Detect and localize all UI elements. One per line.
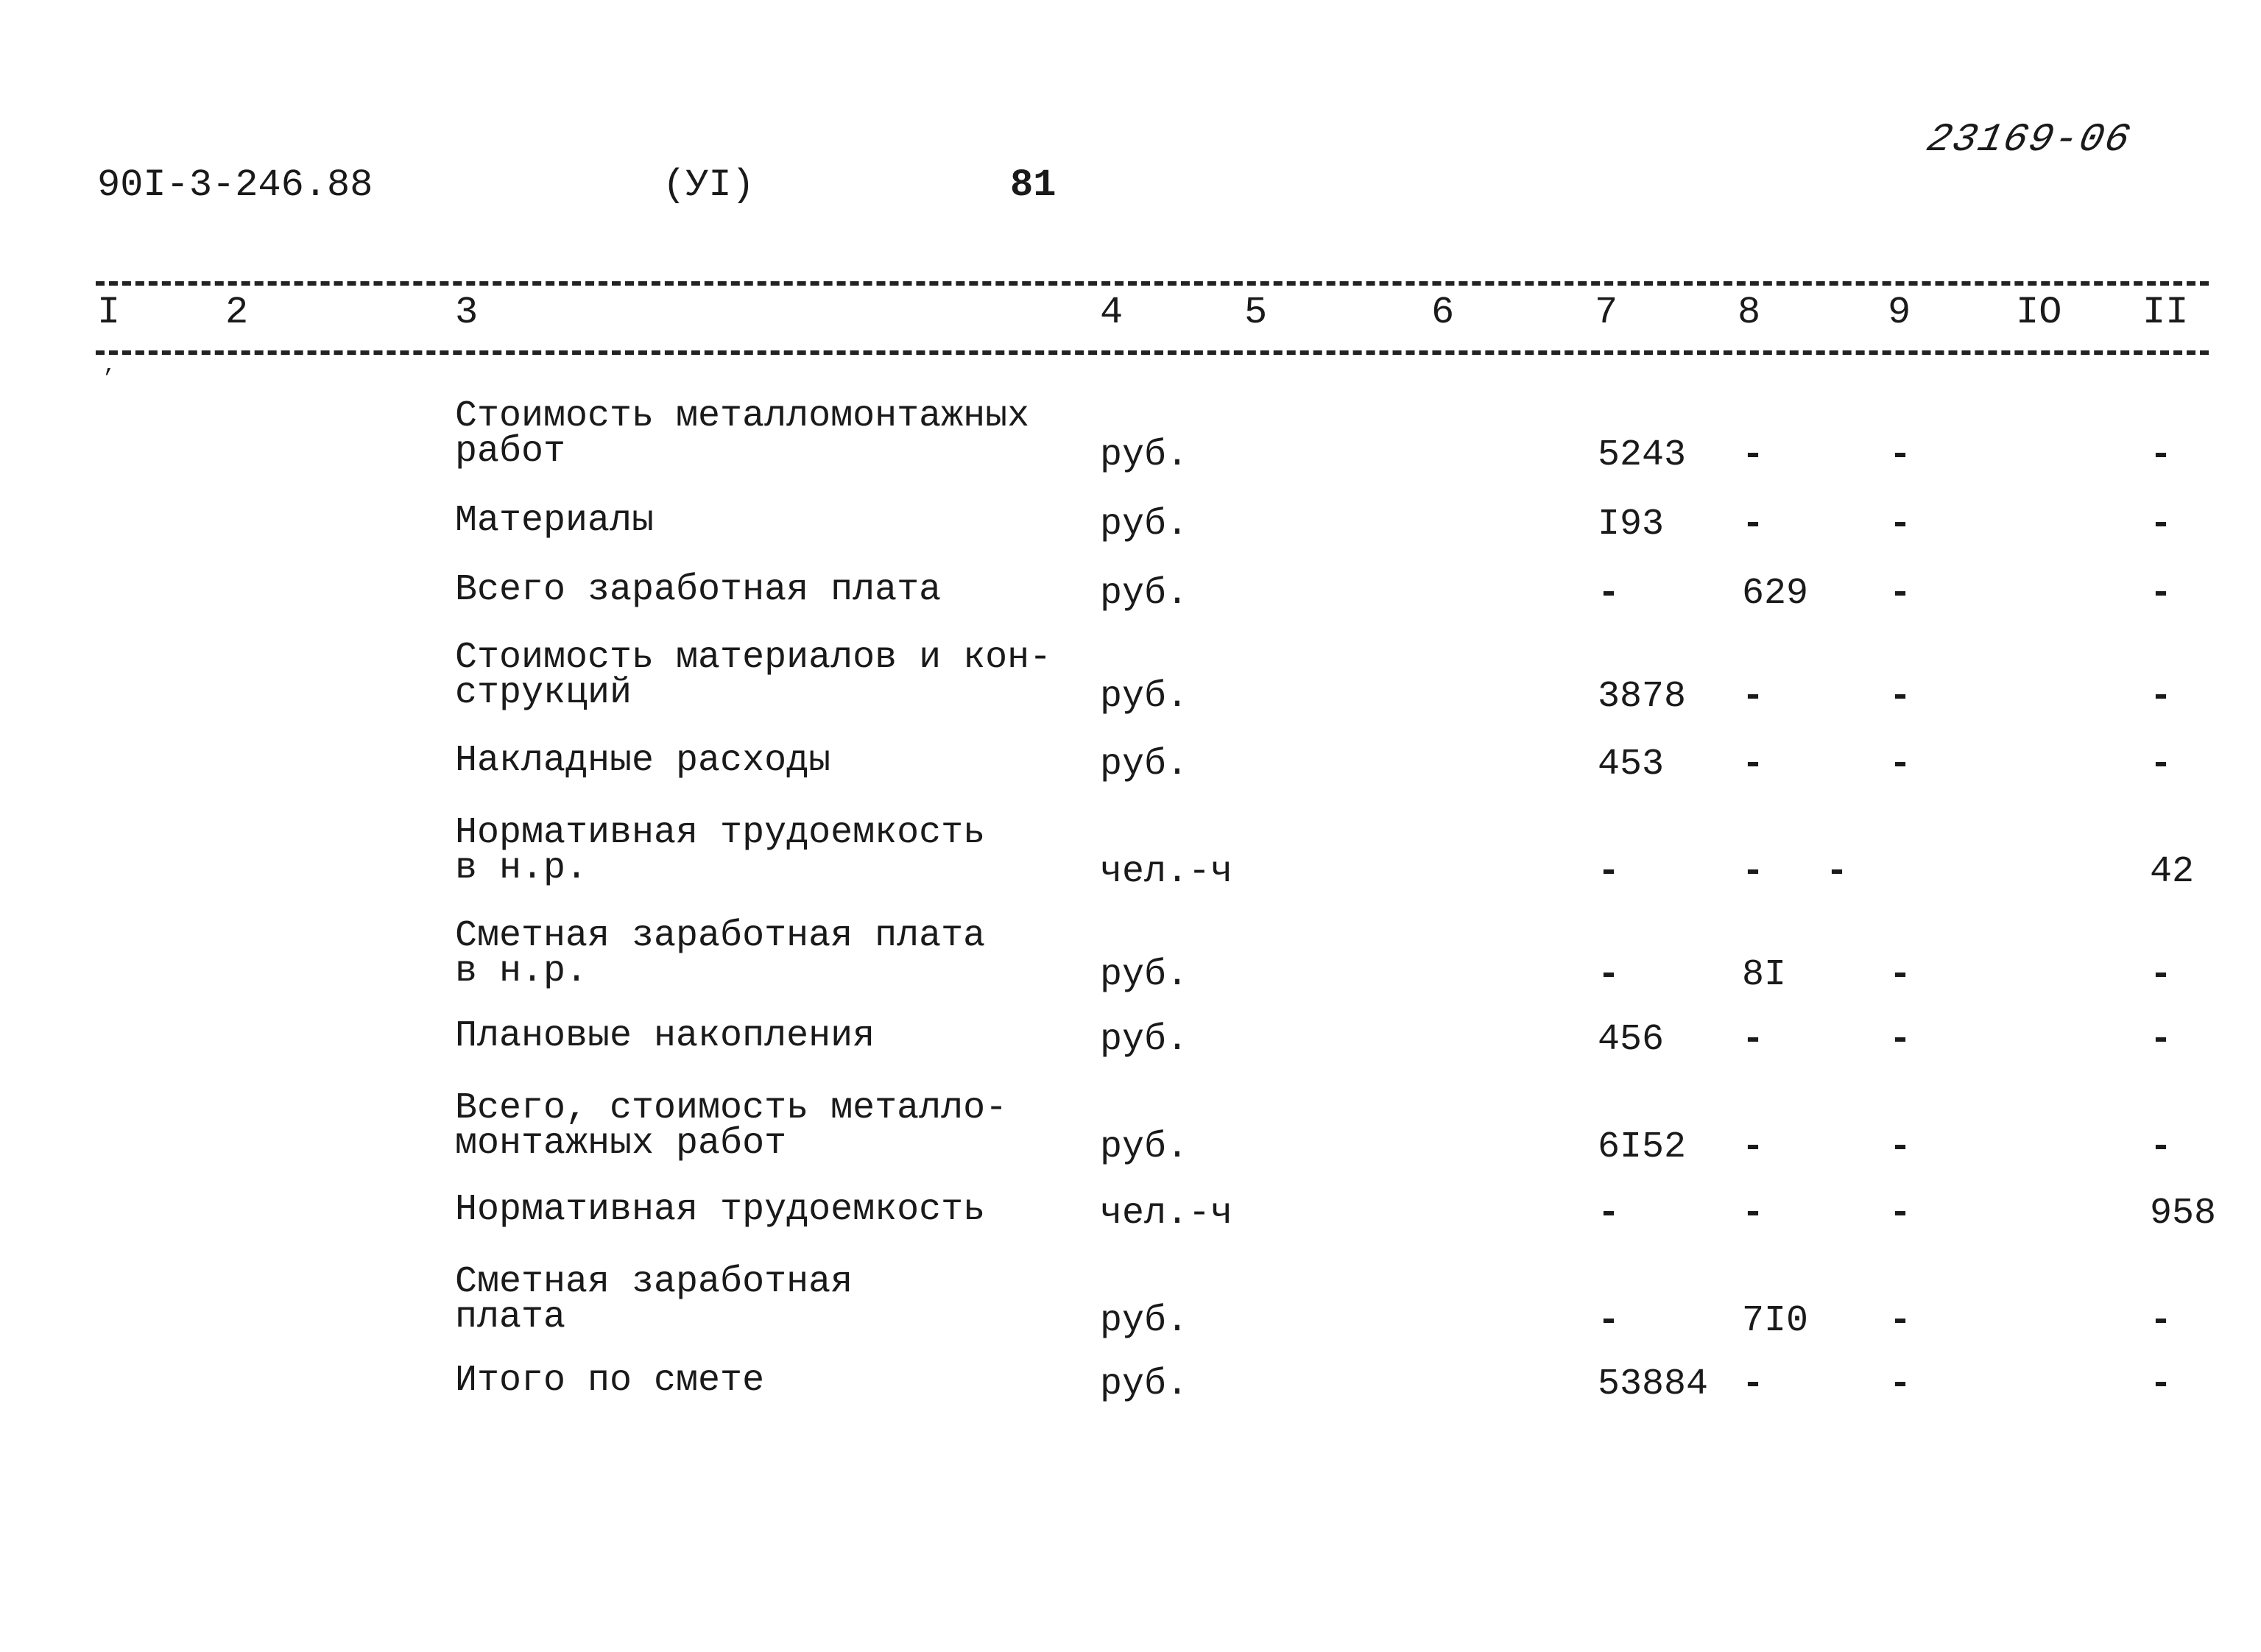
row-col-11-value: -	[2150, 504, 2173, 546]
column-header-3: 3	[455, 291, 479, 334]
row-unit: руб.	[1100, 676, 1189, 718]
row-col-9-value: -	[1889, 676, 1912, 718]
row-unit: руб.	[1100, 1300, 1189, 1342]
row-col-8-value: -	[1742, 1193, 1765, 1235]
row-unit: руб.	[1100, 1363, 1189, 1405]
column-header-11: II	[2142, 291, 2189, 334]
row-col-9-value: -	[1889, 744, 1912, 786]
column-header-6: 6	[1431, 291, 1455, 334]
row-col-9-value: -	[1889, 1193, 1912, 1235]
column-header-2: 2	[225, 291, 249, 334]
row-col-9-value: -	[1889, 1300, 1912, 1342]
row-description: Нормативная трудоемкость в н.р.	[455, 812, 986, 889]
row-col-11-value: -	[2150, 434, 2173, 476]
row-col-7-value: -	[1598, 1300, 1620, 1342]
row-col-9-value: -	[1889, 954, 1912, 996]
row-col-11-value: -	[2150, 573, 2173, 615]
document-code: 90I-3-246.88	[97, 163, 373, 207]
row-description: Нормативная трудоемкость	[455, 1189, 986, 1231]
row-col-8-value: -	[1742, 851, 1765, 893]
row-col-9-value: -	[1889, 434, 1912, 476]
row-description: Накладные расходы	[455, 740, 831, 782]
row-col-8-value: -	[1742, 434, 1765, 476]
row-description: Стоимость металломонтажных работ	[455, 395, 1030, 473]
row-col-11-value: -	[2150, 1300, 2173, 1342]
row-unit: руб.	[1100, 504, 1189, 546]
row-col-11-value: -	[2150, 954, 2173, 996]
row-col-8-value: -	[1742, 744, 1765, 786]
column-header-1: I	[97, 291, 121, 334]
row-col-7-value: 453	[1598, 744, 1665, 786]
row-unit: руб.	[1100, 1126, 1189, 1168]
row-col-11-value: -	[2150, 744, 2173, 786]
row-col-7-value: 5243	[1598, 434, 1687, 476]
row-col-9-value: -	[1889, 573, 1912, 615]
row-col-7-value: -	[1598, 1193, 1620, 1235]
row-col-7-value: -	[1598, 954, 1620, 996]
row-col-7-value: -	[1598, 851, 1620, 893]
row-description: Материалы	[455, 500, 655, 542]
row-description: Сметная заработная плата	[455, 1261, 853, 1338]
row-description: Итого по смете	[455, 1360, 765, 1402]
row-col-9-value: -	[1826, 851, 1849, 893]
row-unit: чел.-ч	[1100, 851, 1233, 893]
row-col-11-value: -	[2150, 676, 2173, 718]
row-col-8-value: -	[1742, 1126, 1765, 1168]
row-col-11-value: 958	[2150, 1193, 2217, 1235]
row-col-7-value: 3878	[1598, 676, 1687, 718]
row-col-9-value: -	[1889, 1363, 1912, 1405]
row-col-7-value: 456	[1598, 1019, 1665, 1061]
row-col-8-value: -	[1742, 1363, 1765, 1405]
row-unit: руб.	[1100, 573, 1189, 615]
row-unit: руб.	[1100, 954, 1189, 996]
row-unit: руб.	[1100, 1019, 1189, 1061]
row-col-7-value: 53884	[1598, 1363, 1709, 1405]
row-col-8-value: 8I	[1742, 954, 1787, 996]
rule-tick-mark: ,	[103, 353, 117, 378]
header-bottom-rule	[96, 350, 2209, 355]
row-col-9-value: -	[1889, 504, 1912, 546]
page-number: 81	[1010, 163, 1057, 207]
row-col-11-value: -	[2150, 1363, 2173, 1405]
row-col-8-value: 7I0	[1742, 1300, 1809, 1342]
row-unit: чел.-ч	[1100, 1193, 1233, 1235]
row-col-11-value: 42	[2150, 851, 2195, 893]
row-col-9-value: -	[1889, 1126, 1912, 1168]
row-col-11-value: -	[2150, 1126, 2173, 1168]
row-col-7-value: I93	[1598, 504, 1665, 546]
column-header-7: 7	[1595, 291, 1618, 334]
row-unit: руб.	[1100, 744, 1189, 786]
row-col-9-value: -	[1889, 1019, 1912, 1061]
row-description: Всего заработная плата	[455, 569, 942, 611]
row-col-8-value: 629	[1742, 573, 1809, 615]
row-description: Сметная заработная плата в н.р.	[455, 915, 986, 992]
row-col-8-value: -	[1742, 1019, 1765, 1061]
row-description: Стоимость материалов и кон- струкций	[455, 637, 1052, 714]
row-description: Всего, стоимость металло- монтажных работ	[455, 1087, 1008, 1165]
row-col-11-value: -	[2150, 1019, 2173, 1061]
column-header-10: IO	[2016, 291, 2062, 334]
column-header-4: 4	[1100, 291, 1124, 334]
row-col-7-value: -	[1598, 573, 1620, 615]
row-col-8-value: -	[1742, 504, 1765, 546]
row-unit: руб.	[1100, 434, 1189, 476]
handwritten-reference: 23169-06	[1922, 118, 2135, 163]
column-header-9: 9	[1888, 291, 1911, 334]
section-label: (УI)	[663, 163, 755, 207]
column-header-8: 8	[1738, 291, 1761, 334]
row-col-7-value: 6I52	[1598, 1126, 1687, 1168]
row-col-8-value: -	[1742, 676, 1765, 718]
header-top-rule	[96, 281, 2209, 286]
column-header-5: 5	[1244, 291, 1268, 334]
row-description: Плановые накопления	[455, 1015, 875, 1057]
